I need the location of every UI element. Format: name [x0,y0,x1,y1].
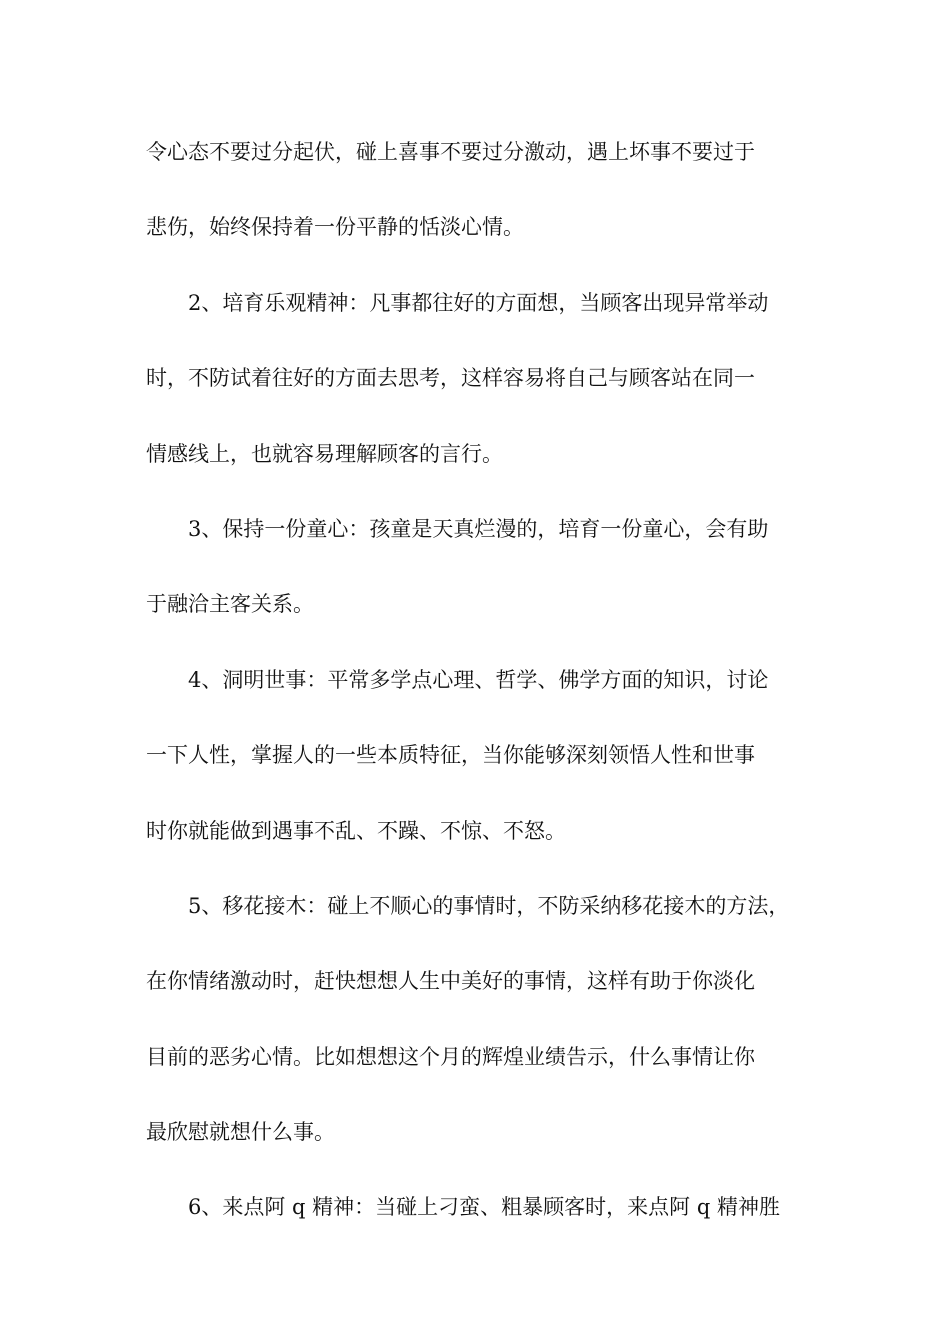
text-line: 悲伤，始终保持着一份平静的恬淡心情。 [146,215,524,240]
text-line: 于融洽主客关系。 [146,592,314,617]
paragraph-start-line: 6、来点阿 q 精神：当碰上刁蛮、粗暴顾客时，来点阿 q 精神胜 [188,1195,780,1220]
paragraph-start-line: 5、移花接木：碰上不顺心的事情时，不防采纳移花接木的方法， [188,893,790,918]
paragraph-start-line: 4、洞明世事：平常多学点心理、哲学、佛学方面的知识，讨论 [188,667,769,692]
text-line: 一下人性，掌握人的一些本质特征，当你能够深刻领悟人性和世事 [146,743,755,768]
text-line: 在你情绪激动时，赶快想想人生中美好的事情，这样有助于你淡化 [146,969,755,994]
document-body [146,124,808,1255]
text-line: 目前的恶劣心情。比如想想这个月的辉煌业绩告示，什么事情让你 [146,1044,755,1069]
paragraph-start-line: 2、培育乐观精神：凡事都往好的方面想，当顾客出现异常举动 [188,290,769,315]
text-line: 令心态不要过分起伏，碰上喜事不要过分激动，遇上坏事不要过于 [146,140,755,164]
text-line: 时你就能做到遇事不乱、不躁、不惊、不怒。 [146,818,566,843]
text-line: 时，不防试着往好的方面去思考，这样容易将自己与顾客站在同一 [146,366,755,391]
text-line: 最欣慰就想什么事。 [146,1120,335,1145]
text-line: 情感线上，也就容易理解顾客的言行。 [146,441,503,466]
paragraph-start-line: 3、保持一份童心：孩童是天真烂漫的，培育一份童心，会有助 [188,516,769,541]
